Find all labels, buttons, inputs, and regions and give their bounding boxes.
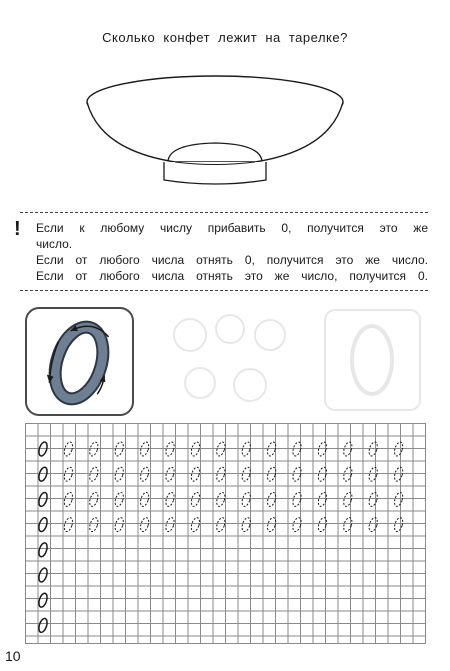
sample-zero [37, 517, 48, 533]
traced-zero [317, 517, 328, 533]
copybook-grid[interactable] [25, 423, 426, 644]
traced-zero [241, 466, 252, 482]
traced-zero [88, 466, 99, 482]
traced-zero [139, 517, 150, 533]
sample-zero [37, 592, 48, 608]
traced-zero [88, 441, 99, 457]
traced-zero [114, 491, 125, 507]
sample-zero [37, 567, 48, 583]
traced-zero [215, 517, 226, 533]
traced-zero [164, 491, 175, 507]
rule-line-2: число. [36, 237, 73, 251]
traced-zero [241, 441, 252, 457]
traced-zero [88, 491, 99, 507]
traced-zero [215, 441, 226, 457]
traced-zero [291, 491, 302, 507]
divider-bottom [20, 290, 428, 291]
traced-zero [393, 441, 404, 457]
traced-zero [393, 517, 404, 533]
sample-zero [37, 542, 48, 558]
traced-zero [393, 466, 404, 482]
traced-zero [241, 491, 252, 507]
traced-zero [215, 466, 226, 482]
traced-zero [368, 517, 379, 533]
traced-zero [190, 491, 201, 507]
traced-zero [342, 517, 353, 533]
traced-zero [190, 517, 201, 533]
traced-zero [393, 491, 404, 507]
rules-block [36, 220, 428, 284]
sample-zero [37, 491, 48, 507]
traced-zero [291, 466, 302, 482]
empty-bowl-icon [80, 70, 350, 195]
sample-zero [37, 617, 48, 633]
rule-line-1: Если к любому числу прибавить 0, получится это же [36, 221, 428, 235]
copybook-digits [25, 423, 425, 643]
traced-zero [266, 491, 277, 507]
traced-zero [291, 517, 302, 533]
traced-zero [215, 491, 226, 507]
traced-zero [114, 517, 125, 533]
traced-zero [114, 466, 125, 482]
traced-zero [63, 491, 74, 507]
traced-zero [368, 466, 379, 482]
traced-zero [368, 491, 379, 507]
divider-top [20, 212, 428, 213]
traced-zero [342, 491, 353, 507]
traced-zero [63, 466, 74, 482]
traced-zero [317, 466, 328, 482]
rule-line-4: Если от любого числа отнять это же число, получится 0. [36, 269, 428, 283]
traced-zero [266, 466, 277, 482]
zero-stroke-guide-icon [25, 307, 134, 416]
notice-mark: ! [14, 218, 21, 240]
traced-zero [114, 441, 125, 457]
traced-zero [139, 441, 150, 457]
traced-zero [164, 517, 175, 533]
sample-zero [37, 441, 48, 457]
sample-zero [37, 466, 48, 482]
traced-zero [190, 466, 201, 482]
traced-zero [317, 441, 328, 457]
faint-background-drawing [150, 305, 430, 415]
traced-zero [63, 441, 74, 457]
traced-zero [266, 441, 277, 457]
traced-zero [342, 466, 353, 482]
traced-zero [88, 517, 99, 533]
traced-zero [266, 517, 277, 533]
traced-zero [241, 517, 252, 533]
traced-zero [342, 441, 353, 457]
traced-zero [317, 491, 328, 507]
page-number: 10 [5, 648, 21, 664]
traced-zero [139, 491, 150, 507]
traced-zero [164, 441, 175, 457]
traced-zero [63, 517, 74, 533]
task-question: Сколько конфет лежит на тарелке? [102, 30, 348, 45]
traced-zero [190, 441, 201, 457]
traced-zero [368, 441, 379, 457]
traced-zero [291, 441, 302, 457]
rule-line-3: Если от любого числа отнять 0, получится это же число. [36, 253, 428, 267]
traced-zero [164, 466, 175, 482]
traced-zero [139, 466, 150, 482]
